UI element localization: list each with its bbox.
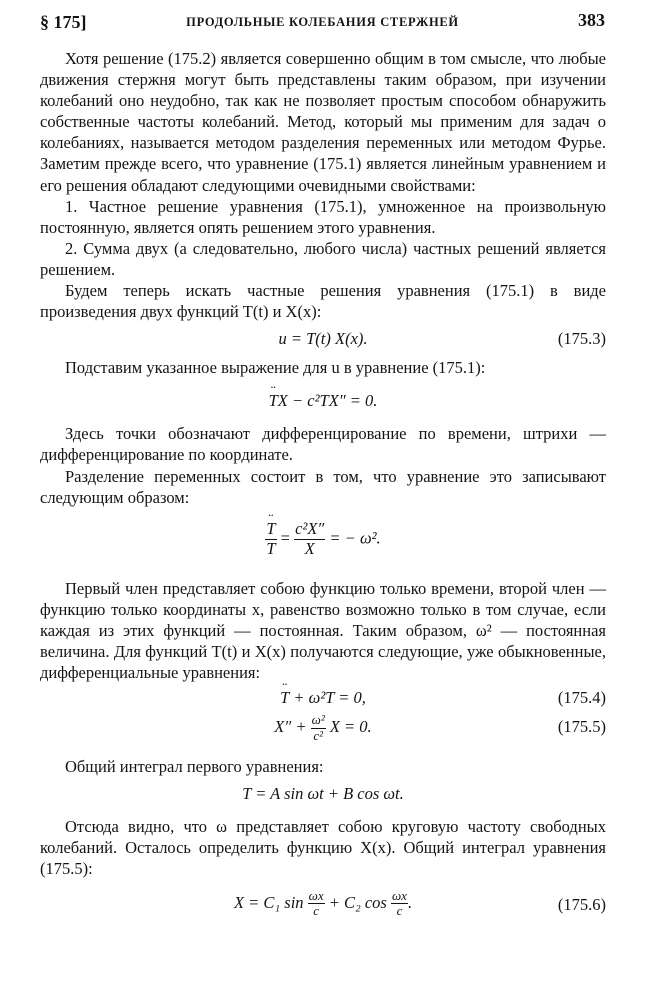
equation-body: u = T(t) X(x).: [278, 329, 368, 349]
paragraph-separation: Разделение переменных состоит в том, что уравнение это записывают следующим образом:: [40, 466, 606, 507]
section-number: § 175]: [40, 12, 87, 32]
equation-separated: ¨ $\frac{T}{T}$ = $\frac{\text{c²X″}}{X}$ = − ω².: [40, 514, 606, 564]
running-title: ПРОДОЛЬНЫЕ КОЛЕБАНИЯ СТЕРЖНЕЙ: [186, 15, 459, 29]
t-double-dot: ¨ T: [269, 390, 278, 411]
equation-time-solution: T = A sin ωt + B cos ωt.: [242, 784, 404, 804]
equation-175-4: ¨ T + ω²T = 0, (175.4): [40, 687, 606, 708]
paragraph-frequency: Отсюда видно, что ω представляет собою круговую частоту свободных колебаний. Осталось определить функцию X(x). Общий интеграл уравнения (175.5):: [40, 817, 606, 879]
equation-number: (175.4): [557, 688, 606, 708]
paragraph-constant: Первый член представляет собою функцию только времени, второй член — функцию только координаты x, равенство возможно только в том случае, если каждая из этих функций — постоянная. Таким образом, ω² — постоянная величина. Для функций T(t) и X(x) получаются следующие, уже обыкновенные, дифференциальные уравнения:: [40, 578, 606, 683]
equation-number: (175.3): [557, 329, 606, 349]
property-1: 1. Частное решение уравнения (175.1), умноженное на произвольную постоянную, является опять решением этого уравнения.: [40, 196, 606, 237]
running-header: [40, 8, 605, 32]
equation-number: (175.6): [557, 894, 606, 914]
equation-175-5: X″ + $\frac{\text{ω²}}{\text{c²}}$ X = 0. (175.5): [274, 712, 606, 744]
fraction-coordinate: $\frac{\text{c²X″}}{X}$: [295, 518, 325, 558]
paragraph-product-form: Будем теперь искать частные решения уравнения (175.1) в виде произведения двух функций T(t) и X(x):: [40, 281, 606, 322]
equation-175-3: [40, 328, 606, 349]
equation-substituted: [40, 390, 606, 411]
equation-number: (175.5): [557, 717, 606, 737]
page-body: [40, 48, 606, 922]
paragraph-general-integral: Общий интеграл первого уравнения:: [65, 757, 324, 777]
equation-rest: X − c²TX″ = 0.: [277, 391, 378, 411]
paragraph-substitute: Подставим указанное выражение для u в уравнение (175.1):: [65, 358, 486, 378]
paragraph-intro: Хотя решение (175.2) является совершенно общим в том смысле, что любые движения стержня могут быть представлены таким образом, при изучении колебаний оно неудобно, так как не позволяет простым способом обнаружить собственные частоты колебаний. Метод, который мы применим для задач о колебаниях, называется методом разделения переменных или методом Фурье. Заметим прежде всего, что уравнение (175.1) является линейным уравнением и его решения обладают следующими очевидными свойствами:: [40, 49, 606, 195]
equation-175-6: X = C₁ sin $\frac{\omega x}{c}$ + C₂ cos $\frac{\omega x}{c}$ . (175.6): [233, 887, 606, 919]
paragraph-notation: Здесь точки обозначают дифференцирование по времени, штрихи — дифференцирование по координате.: [40, 424, 606, 465]
page-number: 383: [578, 10, 605, 30]
property-2: 2. Сумма двух (а следовательно, любого числа) частных решений является решением.: [40, 238, 606, 279]
fraction-time: ¨ $\frac{T}{T}$: [265, 520, 276, 559]
